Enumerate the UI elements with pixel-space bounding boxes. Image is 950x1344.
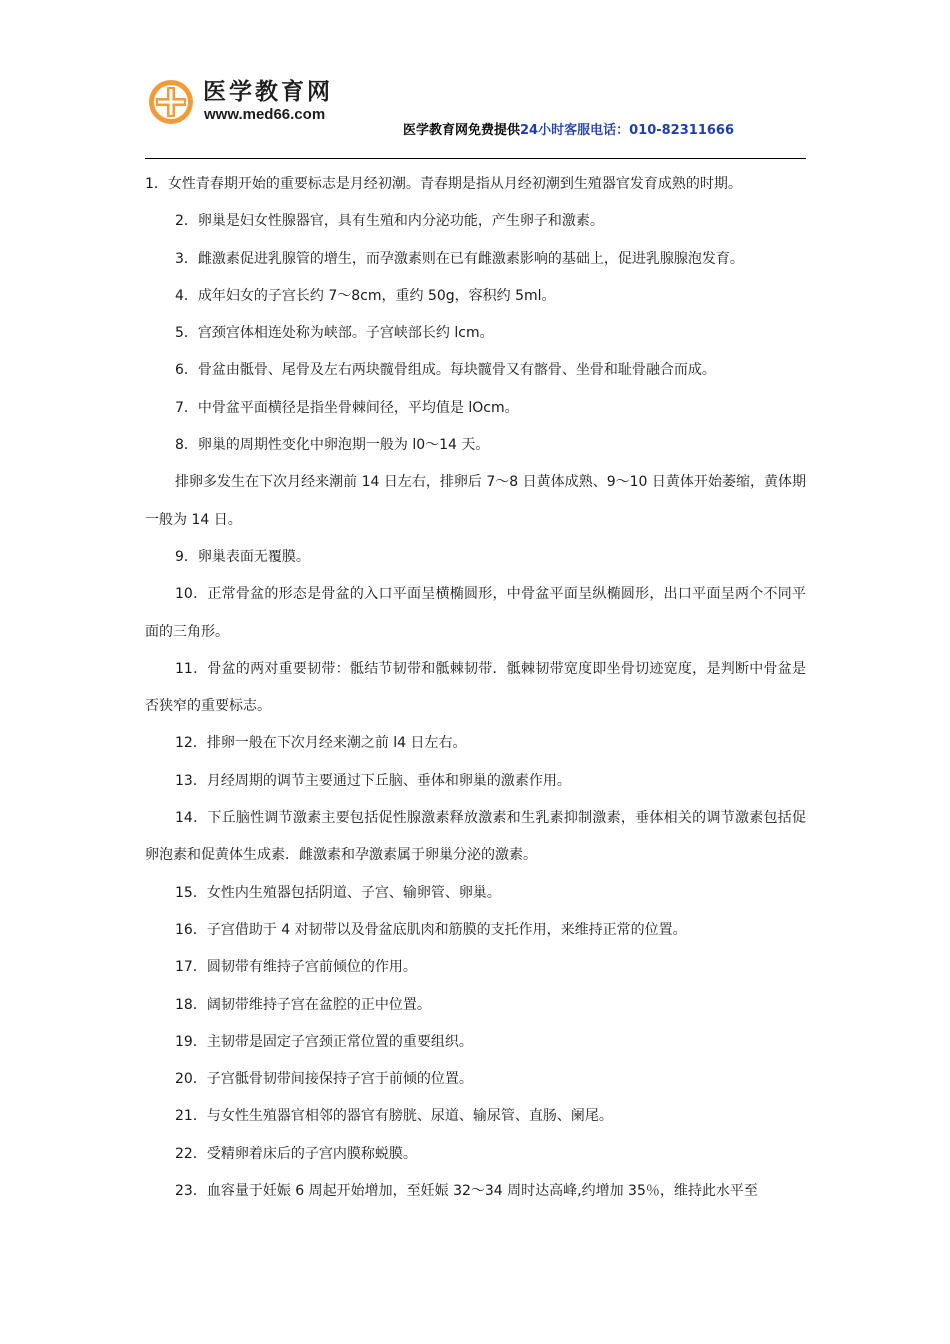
paragraph: 3．雌激素促进乳腺管的增生，而孕激素则在已有雌激素影响的基础上，促进乳腺腺泡发育。	[175, 250, 744, 267]
paragraph: 14．下丘脑性调节激素主要包括促性腺激素释放激素和生乳素抑制激素，垂体相关的调节激素包括促卵泡素和促黄体生成素．雌激素和孕激素属于卵巢分泌的激素。	[145, 810, 806, 864]
paragraph: 22．受精卵着床后的子宫内膜称蜕膜。	[175, 1145, 417, 1162]
page-header	[0, 0, 950, 160]
header-divider	[145, 158, 806, 159]
paragraph: 15．女性内生殖器包括阴道、子宫、输卵管、卵巢。	[175, 884, 501, 901]
document-body	[145, 166, 806, 1210]
paragraph: 1．女性青春期开始的重要标志是月经初潮。青春期是指从月经初潮到生殖器官发育成熟的时期。	[145, 176, 742, 192]
paragraph: 7．中骨盆平面横径是指坐骨棘间径，平均值是 lOcm。	[175, 399, 519, 416]
paragraph: 10．正常骨盆的形态是骨盆的入口平面呈横椭圆形，中骨盆平面呈纵椭圆形，出口平面呈两个不同平面的三角形。	[145, 586, 806, 640]
paragraph: 4．成年妇女的子宫长约 7～8cm，重约 50g，容积约 5ml。	[175, 287, 556, 304]
paragraph: 6．骨盆由骶骨、尾骨及左右两块髋骨组成。每块髋骨又有髂骨、坐骨和耻骨融合而成。	[175, 362, 716, 379]
paragraph: 19．主韧带是固定子宫颈正常位置的重要组织。	[175, 1033, 473, 1050]
paragraph: 21．与女性生殖器官相邻的器官有膀胱、尿道、输尿管、直肠、阑尾。	[175, 1108, 613, 1125]
paragraph: 8．卵巢的周期性变化中卵泡期一般为 l0～14 天。	[175, 437, 490, 454]
logo-title: 医学教育网	[203, 79, 333, 105]
paragraph: 2．卵巢是妇女性腺器官，具有生殖和内分泌功能，产生卵子和激素。	[175, 213, 604, 230]
paragraph: 5．宫颈宫体相连处称为峡部。子宫峡部长约 lcm。	[175, 325, 494, 342]
medical-cross-logo-icon	[147, 78, 195, 126]
paragraph: 18．阔韧带维持子宫在盆腔的正中位置。	[175, 996, 431, 1013]
paragraph: 23．血容量于妊娠 6 周起开始增加，至妊娠 32～34 周时达高峰,约增加 35％，维持此水平至	[175, 1183, 758, 1200]
paragraph: 20．子宫骶骨韧带间接保持子宫于前倾的位置。	[175, 1071, 473, 1088]
hotline-number: 24小时客服电话：010-82311666	[520, 123, 735, 138]
logo-url: www.med66.com	[204, 106, 326, 123]
service-hotline	[403, 121, 734, 141]
paragraph: 11．骨盆的两对重要韧带：骶结节韧带和骶棘韧带．骶棘韧带宽度即坐骨切迹宽度，是判断中骨盆是否狭窄的重要标志。	[145, 660, 806, 715]
site-logo[interactable]	[147, 78, 367, 130]
paragraph: 13．月经周期的调节主要通过下丘脑、垂体和卵巢的激素作用。	[175, 772, 571, 789]
paragraph: 17．圆韧带有维持子宫前倾位的作用。	[175, 959, 417, 976]
paragraph: 12．排卵一般在下次月经来潮之前 l4 日左右。	[175, 735, 467, 752]
tagline-prefix: 医学教育网免费提供	[403, 123, 521, 138]
paragraph: 9．卵巢表面无覆膜。	[175, 548, 310, 565]
paragraph: 16．子宫借助于 4 对韧带以及骨盆底肌肉和筋膜的支托作用，来维持正常的位置。	[175, 921, 687, 938]
paragraph: 排卵多发生在下次月经来潮前 14 日左右，排卵后 7～8 日黄体成熟、9～10 日黄体开始萎缩，黄体期一般为 14 日。	[145, 474, 806, 528]
